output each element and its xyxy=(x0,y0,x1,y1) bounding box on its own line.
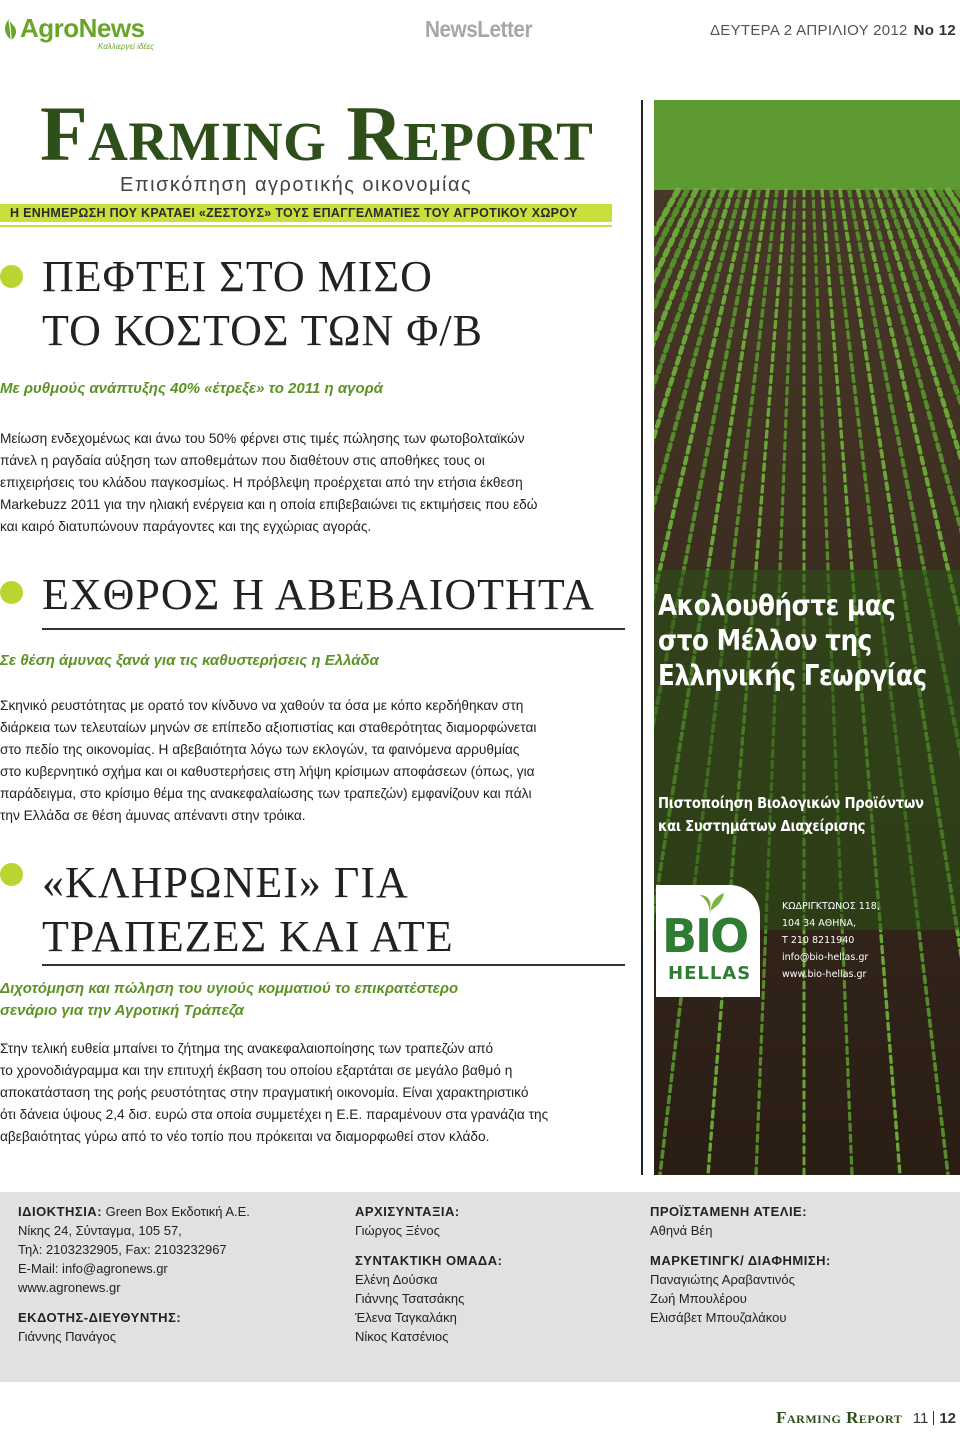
contact-line: 104 34 ΑΘΗΝΑ, xyxy=(782,918,857,929)
ad-subhead xyxy=(658,792,922,838)
bullet-icon xyxy=(0,863,23,886)
body-line: στο πεδίο της οικονομίας. Η αβεβαιότητα λόγω των εκλογών, τα φαινόμενα αρρυθμίας xyxy=(0,742,520,757)
marketing-label: ΜΑΡΚΕΤΙΝΓΚ/ ΔΙΑΦΗΜΙΣΗ: xyxy=(650,1253,831,1268)
headline-line: ΠΕΦΤΕΙ ΣΤΟ ΜΙΣΟ xyxy=(42,252,433,301)
ad-contact xyxy=(782,898,880,983)
team-member: Νίκος Κατσένιος xyxy=(355,1329,449,1344)
bullet-icon xyxy=(0,581,23,604)
address: Νίκης 24, Σύνταγμα, 105 57, xyxy=(18,1223,182,1238)
report-strapline: Η ΕΝΗΜΕΡΩΣΗ ΠΟΥ ΚΡΑΤΑΕΙ «ΖΕΣΤΟΥΣ» ΤΟΥΣ ΕΠΑΓΓΕΛΜΑΤΙΕΣ ΤΟΥ ΑΓΡΟΤΙΚΟΥ ΧΩΡΟΥ xyxy=(0,204,612,222)
article-uncertainty xyxy=(0,568,625,838)
studio-head-name: Αθηνά Βέη xyxy=(650,1223,713,1238)
body-line: Σκηνικό ρευστότητας με ορατό τον κίνδυνο να χαθούν τα όσα με κόπο κερδήθηκαν στη xyxy=(0,698,524,713)
owner-label: ΙΔΙΟΚΤΗΣΙΑ: xyxy=(18,1204,103,1219)
page-separator xyxy=(933,1411,934,1425)
contact-line: info@bio-hellas.gr xyxy=(782,952,869,963)
headline-line: ΤΟ ΚΟΣΤΟΣ ΤΩΝ Φ/Β xyxy=(42,306,483,355)
footer-report-title: Farming Report xyxy=(776,1408,903,1427)
bio-hellas-logo[interactable] xyxy=(656,885,760,997)
editor-name: Γιώργος Ξένος xyxy=(355,1223,440,1238)
body-line: το χρονοδιάγραμμα και την επιτυχή έκβαση του οποίου εξαρτάται σε μεγάλο βαθμό η xyxy=(0,1063,513,1078)
article-deck: Με ρυθμούς ανάπτυξης 40% «έτρεξε» το 2011 η αγορά xyxy=(0,380,384,397)
studio-head-label: ΠΡΟΪΣΤΑΜΕΝΗ ΑΤΕΛΙΕ: xyxy=(650,1204,808,1219)
body-line: Μείωση ενδεχομένως και άνω του 50% φέρνει στις τιμές πώλησης των φωτοβολταϊκών xyxy=(0,431,525,446)
deck-line: σενάριο για την Αγροτική Τράπεζα xyxy=(0,1002,244,1019)
editor-label: ΑΡΧΙΣΥΝΤΑΞΙΑ: xyxy=(355,1204,460,1219)
credits-footer xyxy=(0,1192,960,1382)
body-line: ότι δάνεια ύψους 2,4 δισ. ευρώ στα οποία συμμετέχει η Ε.Ε. παραμένουν στα γρανάζια της xyxy=(0,1107,549,1122)
marketing-member: Παναγιώτης Αραβαντινός xyxy=(650,1272,795,1287)
deck-line: Διχοτόμηση και πώληση του υγιούς κομματιού το επικρατέστερο xyxy=(0,980,459,997)
article-banks xyxy=(0,858,625,1158)
body-line: Στην τελική ευθεία μπαίνει το ζήτημα της ανακεφαλαιοποίησης των τραπεζών από xyxy=(0,1041,494,1056)
publisher-label: ΕΚΔΟΤΗΣ-ΔΙΕΥΘΥΝΤΗΣ: xyxy=(18,1310,182,1325)
team-member: Γιάννης Τσατσάκης xyxy=(355,1291,465,1306)
credits-column-editorial xyxy=(355,1202,502,1346)
marketing-member: Ελισάβετ Μπουζαλάκου xyxy=(650,1310,787,1325)
phone-fax: Τηλ: 2103232905, Fax: 2103232967 xyxy=(18,1242,227,1257)
page-footer xyxy=(776,1408,956,1428)
issue-number: No 12 xyxy=(913,22,956,39)
contact-line: ΚΩΔΡΙΓΚΤΩΝΟΣ 118, xyxy=(782,901,880,912)
hellas-logo-text: HELLAS xyxy=(668,963,752,984)
team-member: Έλενα Ταγκαλάκη xyxy=(355,1310,457,1325)
body-line: διάρκεια των τελευταίων μηνών σε επίπεδο αξιοπιστίας και σταθερότητας διαμορφώνεται xyxy=(0,720,537,735)
contact-line: www.bio-hellas.gr xyxy=(782,969,867,980)
body-line: πάνελ η ραγδαία αύξηση των αποθεμάτων που διαθέτουν στις αποθήκες τους οι xyxy=(0,453,485,468)
ad-headline-line: Ακολουθήστε μας xyxy=(658,589,896,622)
masthead xyxy=(0,0,960,62)
headline-line: ΕΧΘΡΟΣ Η ΑΒΕΒΑΙΟΤΗΤΑ xyxy=(42,570,595,619)
current-page-number: 12 xyxy=(939,1410,956,1427)
headline-divider xyxy=(42,964,625,966)
ad-headline xyxy=(658,588,927,693)
article-deck: Σε θέση άμυνας ξανά για τις καθυστερήσεις η Ελλάδα xyxy=(0,652,379,669)
marketing-member: Ζωή Μπουλέρου xyxy=(650,1291,747,1306)
report-title: Farming Report xyxy=(40,90,594,177)
email-link[interactable]: E-Mail: info@agronews.gr xyxy=(18,1261,168,1276)
logo-tagline: Καλλιεργεί ιδέες xyxy=(98,42,154,51)
article-solar-costs xyxy=(0,248,625,558)
logo-wordmark: AgroNews xyxy=(20,13,145,43)
article-deck xyxy=(0,978,458,1022)
agronews-logo[interactable] xyxy=(2,12,152,52)
body-line: την Ελλάδα σε θέση άμυνας απέναντι στην τρόικα. xyxy=(0,808,306,823)
article-body xyxy=(0,695,625,827)
previous-page-number: 11 xyxy=(912,1410,929,1427)
date-text: ΔΕΥΤΕΡΑ 2 ΑΠΡΙΛΙΟΥ 2012 xyxy=(709,22,908,39)
team-member: Ελένη Δούσκα xyxy=(355,1272,438,1287)
headline-divider xyxy=(42,628,625,630)
ad-headline-line: Ελληνικής Γεωργίας xyxy=(658,659,927,692)
owner-value: Green Box Εκδοτική Α.Ε. xyxy=(105,1204,250,1219)
body-line: αβεβαιότητας γύρω από το νέο τοπίο που πρόκειται να διαμορφωθεί στον κλάδο. xyxy=(0,1129,490,1144)
body-line: αποκατάσταση της ροής ρευστότητας στην πραγματική οικονομία. Είναι χαρακτηριστικό xyxy=(0,1085,529,1100)
newsletter-label: NewsLetter xyxy=(425,16,533,42)
page-numbers xyxy=(913,1410,956,1427)
headline-line: «ΚΛΗΡΩΝΕΙ» ΓΙΑ xyxy=(42,858,409,907)
column-divider xyxy=(641,100,643,1175)
headline-line: ΤΡΑΠΕΖΕΣ ΚΑΙ ΑΤΕ xyxy=(42,912,454,961)
article-body xyxy=(0,1038,625,1148)
ad-subhead-line: Πιστοποίηση Βιολογικών Προϊόντων xyxy=(658,794,924,812)
article-headline[interactable] xyxy=(42,856,454,964)
body-line: Markebuzz 2011 για την ηλιακή ενέργεια και η οποία επιβεβαιώνει τις εκτιμήσεις που εδώ xyxy=(0,497,538,512)
body-line: και καιρό διατυπώνουν παράγοντες και της εγχώριας αγοράς. xyxy=(0,519,372,534)
report-subtitle: Επισκόπηση αγροτικής οικονομίας xyxy=(120,174,473,196)
credits-column-production xyxy=(650,1202,831,1327)
bio-hellas-advertisement[interactable] xyxy=(654,100,960,1175)
owner-line xyxy=(18,1202,250,1221)
website-link[interactable]: www.agronews.gr xyxy=(18,1280,121,1295)
article-headline[interactable] xyxy=(42,250,483,358)
bullet-icon xyxy=(0,265,23,288)
bio-logo-text: BIO xyxy=(662,909,748,963)
contact-line: Τ 210 8211940 xyxy=(782,935,855,946)
team-label: ΣΥΝΤΑΚΤΙΚΗ ΟΜΑΔΑ: xyxy=(355,1253,503,1268)
leaf-logo-icon xyxy=(2,16,20,42)
body-line: παράδειγμα, στο κρίσιμο θέμα της ανακεφαλαίωσης των τραπεζών) εμφανίζουν και πάλι xyxy=(0,786,532,801)
publisher-name: Γιάννης Πανάγος xyxy=(18,1329,117,1344)
credits-column-ownership xyxy=(18,1202,250,1346)
body-line: στο κυβερνητικό σχήμα και οι καθυστερήσεις στη λήψη κρίσιμων αποφάσεων (όπως, για xyxy=(0,764,535,779)
ad-subhead-line: και Συστημάτων Διαχείρισης xyxy=(658,817,866,835)
article-body xyxy=(0,428,625,538)
strap-divider xyxy=(0,225,612,227)
article-headline[interactable] xyxy=(42,568,595,622)
issue-date xyxy=(710,22,956,39)
body-line: επιχειρήσεις του κλάδου παγκοσμίως. Η πρόβλεψη προέρχεται από την ετήσια έκθεση xyxy=(0,475,523,490)
ad-headline-line: στο Μέλλον της xyxy=(658,624,872,657)
